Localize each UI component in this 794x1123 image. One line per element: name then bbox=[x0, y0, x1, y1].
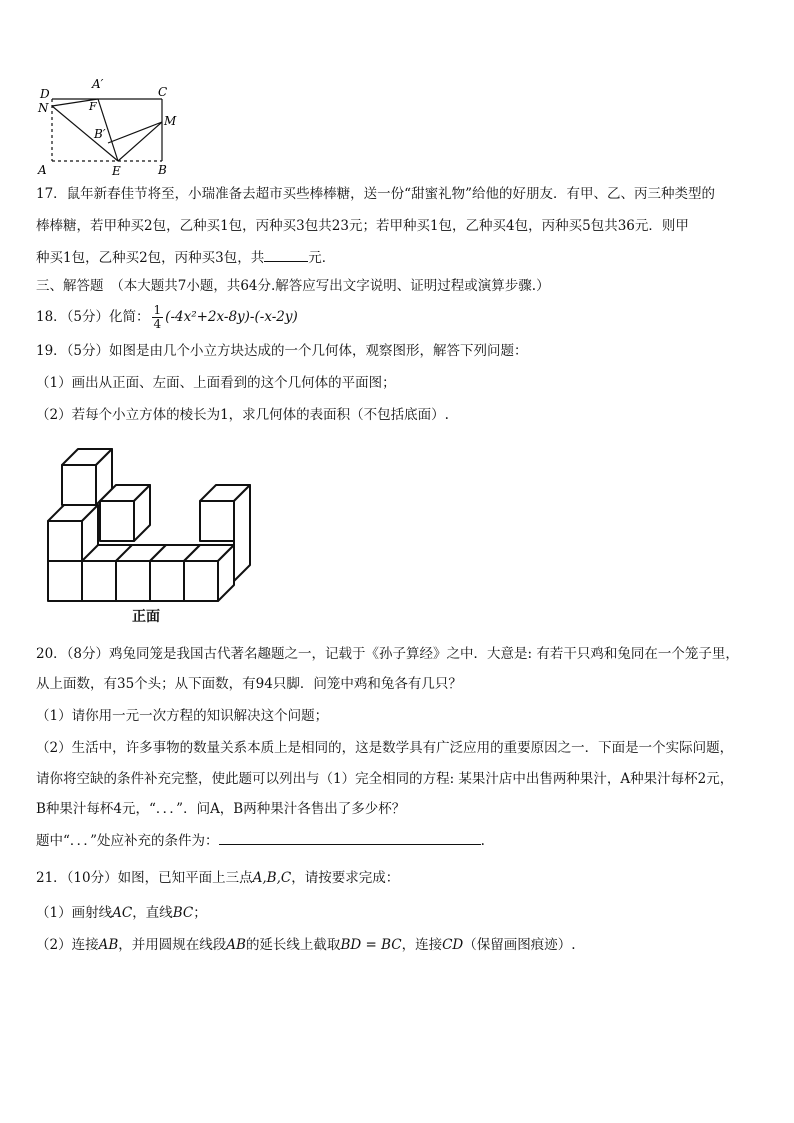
cube-side-d bbox=[234, 485, 250, 581]
q21-part1-after: ； bbox=[193, 905, 207, 921]
q21-part2 bbox=[36, 937, 576, 954]
label-m: M bbox=[164, 114, 177, 128]
q21-stem bbox=[36, 870, 399, 887]
q21-stem-after: ，请按要求完成： bbox=[291, 870, 400, 886]
label-a: A bbox=[38, 163, 47, 177]
q18-expression: (-4x²+2x-8y)-(-x-2y) bbox=[165, 309, 298, 325]
q17-line2: 棒棒糖，若甲种买2包，乙种买1包，丙种买3包共23元；若甲种买1包，乙种买4包，丙种买5包共36元．则甲 bbox=[36, 218, 689, 234]
q21-line-bc: BC bbox=[172, 905, 194, 921]
q21-ray-ac: AC bbox=[112, 905, 133, 921]
q19-part1: （1）画出从正面、左面、上面看到的这个几何体的平面图； bbox=[36, 375, 396, 391]
cube-front-c1 bbox=[48, 521, 82, 561]
q20-answer-blank[interactable] bbox=[219, 844, 481, 845]
section3-title: 三、解答题 （本大题共7小题，共64分.解答应写出文字说明、证明过程或演算步骤.） bbox=[36, 278, 550, 294]
label-b: B bbox=[158, 163, 167, 177]
q20-line2: 从上面数，有35个头；从下面数，有94只脚．问笼中鸡和兔各有几只？ bbox=[36, 676, 462, 692]
q20-part2-line1: （2）生活中，许多事物的数量关系本质上是相同的，这是数学具有广泛应用的重要原因之一．下面是一个实际问题， bbox=[36, 740, 734, 756]
q21-eq-bd-bc: BD = BC bbox=[340, 937, 402, 953]
q18-prefix: 18．（5分）化简： bbox=[36, 309, 150, 325]
label-d: D bbox=[40, 87, 50, 101]
row-front-4 bbox=[184, 561, 218, 601]
q20-fill-line bbox=[36, 833, 485, 850]
label-n: N bbox=[38, 101, 49, 115]
row-front-1 bbox=[82, 561, 116, 601]
row-front-2 bbox=[116, 561, 150, 601]
q18-fraction bbox=[152, 304, 164, 331]
q21-stem-points: A,B,C bbox=[252, 870, 292, 886]
q18-frac-num: 1 bbox=[153, 303, 162, 317]
cube-front-a bbox=[62, 465, 96, 505]
label-f: F bbox=[89, 100, 97, 113]
q21-part1 bbox=[36, 905, 207, 922]
q17-line3 bbox=[36, 250, 335, 267]
label-a-prime: A′ bbox=[92, 77, 104, 91]
cube-front-b bbox=[100, 501, 134, 541]
q21-part2-d: ，连接 bbox=[401, 937, 443, 953]
q21-part2-e: （保留画图痕迹）. bbox=[463, 937, 576, 953]
row-front-3 bbox=[150, 561, 184, 601]
q21-part1-mid: ，直线 bbox=[132, 905, 173, 921]
q17-line1: 17．鼠年新春佳节将至，小瑞准备去超市买些棒棒糖，送一份“甜蜜礼物”给他的好朋友．有甲、乙、丙三种类型的 bbox=[36, 186, 715, 202]
fold-ne bbox=[52, 106, 118, 161]
q19-stem: 19．（5分）如图是由几个小立方块达成的一个几何体，观察图形，解答下列问题： bbox=[36, 343, 528, 359]
q21-part2-a: （2）连接 bbox=[36, 937, 99, 953]
q17-line3-unit: 元． bbox=[308, 250, 336, 266]
cube-front-c2 bbox=[48, 561, 82, 601]
q20-fill-suffix: . bbox=[480, 833, 485, 849]
q21-part2-b: ，并用圆规在线段 bbox=[118, 937, 227, 953]
q21-seg-cd: CD bbox=[442, 937, 464, 953]
q21-part1-before: （1）画射线 bbox=[36, 905, 113, 921]
label-b-prime: B′ bbox=[94, 127, 106, 141]
cube-solid-figure bbox=[44, 445, 256, 627]
q20-part1: （1）请你用一元一次方程的知识解决这个问题； bbox=[36, 708, 329, 724]
q20-fill-prefix: 题中“．．．”处应补充的条件为： bbox=[36, 833, 219, 849]
q21-seg-ab: AB bbox=[98, 937, 119, 953]
q20-line1: 20．（8分）鸡兔同笼是我国古代著名趣题之一，记载于《孙子算经》之中．大意是: 有若干只鸡和兔同在一个笼子里， bbox=[36, 646, 739, 662]
segment-b-prime-m bbox=[108, 122, 162, 143]
q18-line bbox=[36, 300, 298, 334]
label-e: E bbox=[112, 164, 121, 178]
q17-line3-text: 种买1包，乙种买2包，丙种买3包，共 bbox=[36, 250, 265, 266]
q21-stem-before: 21．（10分）如图，已知平面上三点 bbox=[36, 870, 253, 886]
q19-part2: （2）若每个小立方体的棱长为1，求几何体的表面积（不包括底面）. bbox=[36, 407, 449, 423]
cube-front-d bbox=[200, 501, 234, 541]
q20-part2-line3: B种果汁每杯4元，“．．．”．问A，B两种果汁各售出了多少杯？ bbox=[36, 801, 406, 817]
folded-rectangle-figure bbox=[34, 76, 184, 178]
q21-seg-ab-2: AB bbox=[226, 937, 246, 953]
cube-figure-caption: 正面 bbox=[132, 609, 160, 625]
q20-part2-line2: 请你将空缺的条件补充完整，使此题可以列出与（1）完全相同的方程: 某果汁店中出售两种果汁，A种果汁每杯2元， bbox=[36, 771, 734, 787]
fold-em bbox=[118, 122, 162, 161]
q21-part2-c: 的延长线上截取 bbox=[245, 937, 341, 953]
label-c: C bbox=[158, 85, 168, 99]
q17-answer-blank[interactable] bbox=[264, 261, 308, 262]
q18-frac-den: 4 bbox=[153, 317, 162, 331]
